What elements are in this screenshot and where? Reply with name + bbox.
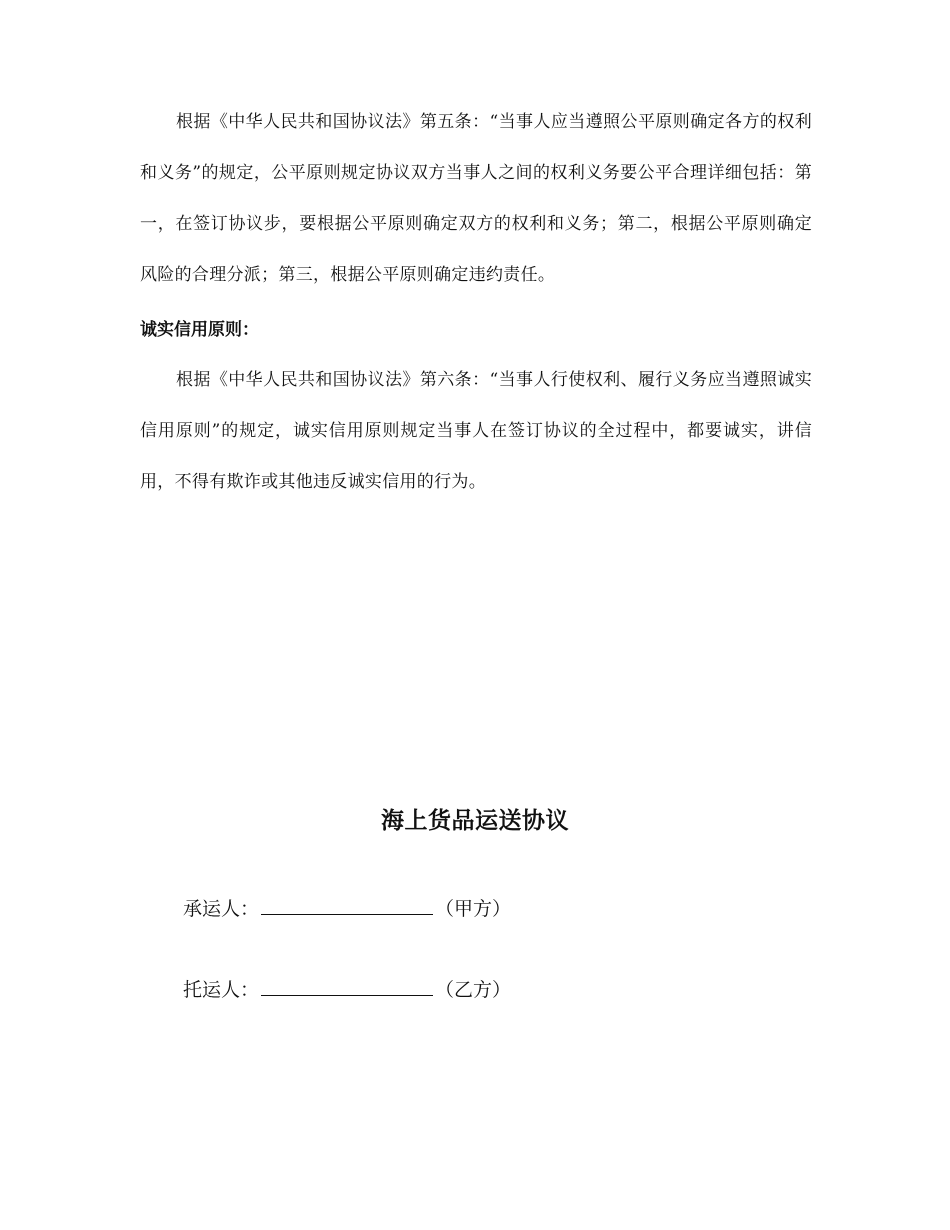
- shipper-label: 托运人：: [183, 979, 260, 1001]
- shipper-line: [183, 975, 511, 1005]
- honesty-principle-paragraph: 根据《中华人民共和国协议法》第六条：“当事人行使权利、履行义务应当遵照诚实信用原则”的规定，诚实信用原则规定当事人在签订协议的全过程中，都要诚实，讲信用，不得有欺诈或其他违反诚实信用的行为。: [140, 370, 812, 492]
- agreement-title: 海上货品运送协议: [381, 807, 569, 834]
- carrier-party-label: （甲方）: [435, 898, 512, 920]
- carrier-label: 承运人：: [183, 898, 260, 920]
- honesty-principle-heading: 诚实信用原则：: [140, 320, 259, 340]
- carrier-line: [183, 894, 511, 924]
- carrier-name-blank: [261, 894, 433, 915]
- fairness-principle-paragraph: 根据《中华人民共和国协议法》第五条：“当事人应当遵照公平原则确定各方的权利和义务”的规定，公平原则规定协议双方当事人之间的权利义务要公平合理详细包括：第一，在签订协议步，要根据公平原则确定双方的权利和义务；第二，根据公平原则确定风险的合理分派；第三，根据公平原则确定违约责任。: [140, 112, 812, 285]
- shipper-party-label: （乙方）: [435, 979, 512, 1001]
- shipper-name-blank: [261, 975, 433, 996]
